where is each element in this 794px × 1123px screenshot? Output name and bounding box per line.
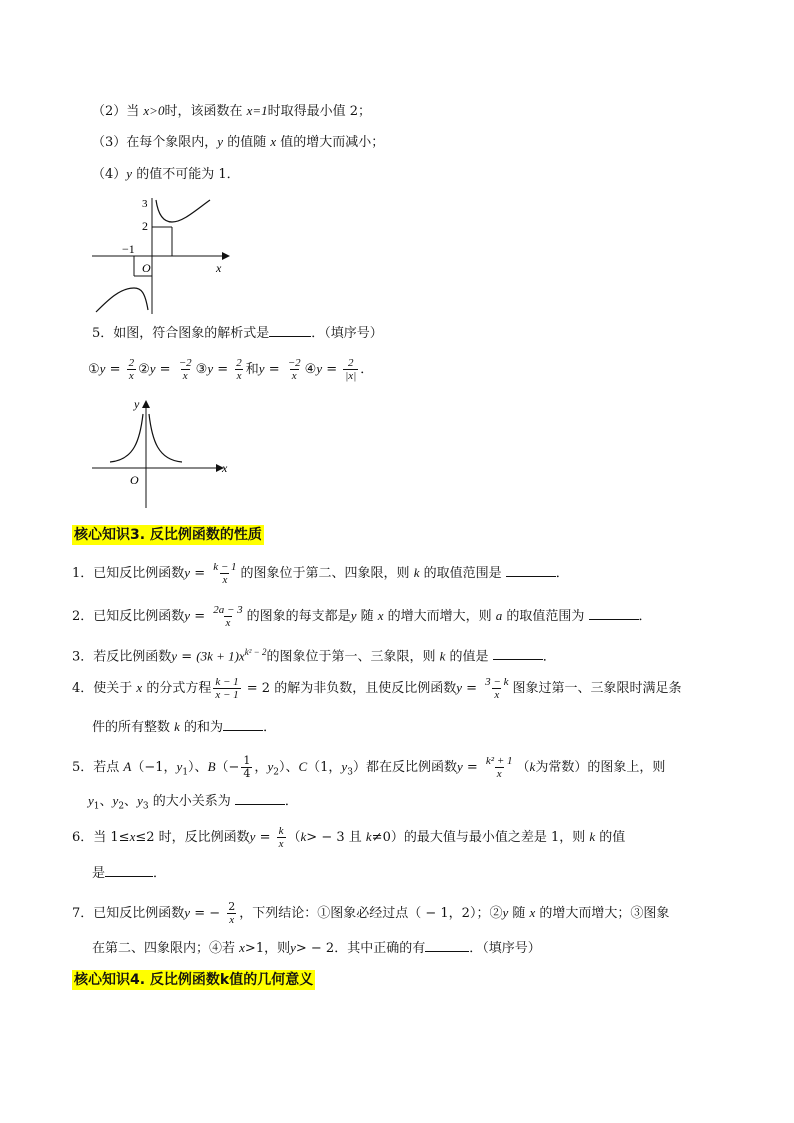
graph1-curve-right xyxy=(156,200,210,222)
prev-item-3: （3）在每个象限内，y 的值随 x 值的增大而减小； xyxy=(92,134,385,150)
graph2-origin: O xyxy=(130,473,139,487)
answer-blank[interactable] xyxy=(223,716,263,731)
answer-blank[interactable] xyxy=(235,790,285,805)
fraction: $\frac{k}{x}$ xyxy=(278,825,284,850)
answer-blank[interactable] xyxy=(506,562,556,577)
graph1-tick-3: 3 xyxy=(142,198,148,210)
fraction: $\frac{2}{x}$ xyxy=(228,900,236,926)
problem-5: 5．若点 A（−1，$y_1$）、B（− $\frac{1}{4}$ ，$y_2$）、C（1，$y_3$）都在反比例函数y = $\frac{\text{k² + 1}}{x}$ （k为常数）的图象上，则 xyxy=(72,754,666,780)
problem-7: 7．已知反比例函数y = − $\frac{2}{x}$ ，下列结论：①图象必经过点（ − 1，2）；②y 随 x 的增大而增大；③图象 xyxy=(72,900,670,926)
answer-blank[interactable] xyxy=(269,322,311,337)
graph1-curve-left xyxy=(96,288,148,312)
graph1-tick-minus1: −1 xyxy=(122,242,135,256)
fraction: $\frac{1}{4}$ xyxy=(243,754,251,780)
problem-6-cont: 是 ． xyxy=(92,862,166,884)
fraction: $\frac{2}{|x|}$ xyxy=(345,357,357,382)
answer-blank[interactable] xyxy=(105,862,153,877)
graph2-y-arrow xyxy=(142,400,150,408)
graph2-x-label: x xyxy=(222,461,228,475)
fraction: $\frac{2a - 3}{x}$ xyxy=(213,604,243,629)
problem-4: 4．使关于 x 的分式方程 $\frac{k - 1}{x - 1}$ = 2 的解为非负数，且使反比例函数y = $\frac{3 - k}{x}$ 图象过第一、三象限时满足条 xyxy=(72,676,682,701)
answer-blank[interactable] xyxy=(589,605,639,620)
graph1-origin: O xyxy=(142,261,151,275)
graph1-x-label: x xyxy=(216,261,222,275)
graph1-tick-2: 2 xyxy=(142,219,148,233)
fraction: $\frac{\text{k² + 1}}{x}$ xyxy=(485,755,513,780)
question-5-options: ①y = $\frac{2}{x}$ ②y = $\frac{-2}{x}$ ③y = $\frac{2}{x}$ 和y = $\frac{-2}{x}$ ④y = $\frac{2}{|x|}$ ． xyxy=(88,357,374,382)
fraction: $\frac{k - 1}{x}$ xyxy=(213,561,237,586)
section-heading-3: 核心知识3. 反比例函数的性质 xyxy=(74,527,262,543)
fraction: $\frac{3 - k}{x}$ xyxy=(485,676,509,701)
problem-4-cont: 件的所有整数 k 的和为 ． xyxy=(92,716,276,738)
question-5: 5．如图，符合图象的解析式是 ．（填序号） xyxy=(92,322,383,344)
answer-blank[interactable] xyxy=(493,645,543,660)
function-graph-1 xyxy=(88,192,238,316)
graph2-y-label: y xyxy=(134,397,140,411)
prev-item-4: （4）y 的值不可能为 1． xyxy=(92,166,240,182)
problem-3: 3．若反比例函数$y = (3k + 1)x^{k^2 - 2}$的图象位于第一、三象限，则 k 的值是 ． xyxy=(72,647,556,665)
fraction: $\frac{-2}{x}$ xyxy=(287,357,301,382)
fraction: $\frac{-2}{x}$ xyxy=(178,357,192,382)
graph2-curve-left xyxy=(110,414,143,462)
function-graph-2 xyxy=(88,396,238,514)
answer-blank[interactable] xyxy=(425,937,469,952)
graph2-curve-right xyxy=(149,414,182,462)
problem-6: 6．当 1≤x≤2 时，反比例函数y = $\frac{k}{x}$ （k> − 3 且 k≠0）的最大值与最小值之差是 1，则 k 的值 xyxy=(72,825,626,850)
graph1-x-arrow xyxy=(222,252,230,260)
fraction: $\frac{2}{x}$ xyxy=(236,357,242,382)
section-heading-4: 核心知识4. 反比例函数k值的几何意义 xyxy=(74,972,314,988)
fraction: $\frac{2}{x}$ xyxy=(128,357,135,382)
fraction: $\frac{k - 1}{x - 1}$ xyxy=(215,676,239,701)
problem-5-cont: $y_1$、$y_2$、$y_3$ 的大小关系为 ． xyxy=(88,790,298,817)
problem-7-cont: 在第二、四象限内；④若 x>1，则y> − 2．其中正确的有 ．（填序号） xyxy=(92,937,541,959)
problem-1: 1．已知反比例函数y = $\frac{k - 1}{x}$ 的图象位于第二、四象限，则 k 的取值范围是 ． xyxy=(72,561,569,586)
prev-item-2: （2）当 x>0时，该函数在 x=1时取得最小值 2； xyxy=(92,103,372,119)
problem-2: 2．已知反比例函数y = $\frac{2a - 3}{x}$ 的图象的每支都是y 随 x 的增大而增大，则 a 的取值范围为 ． xyxy=(72,604,652,629)
